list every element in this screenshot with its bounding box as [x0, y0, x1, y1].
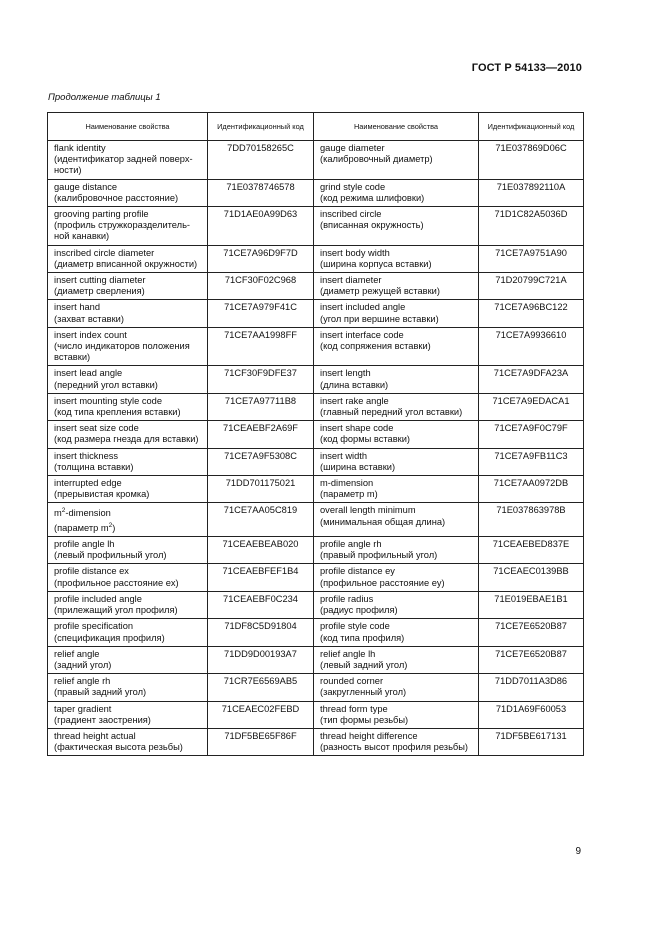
- property-name-cell: [48, 701, 208, 728]
- property-name-line: thread height difference: [320, 730, 418, 741]
- identification-code-cell: 71CE7A9F5308C: [208, 448, 314, 475]
- property-name-line: (число индикаторов положения: [54, 341, 190, 352]
- property-name-cell: [314, 245, 479, 272]
- property-name-line: profile specification: [54, 621, 134, 632]
- property-name-line: relief angle: [54, 648, 100, 659]
- property-name-line: (диаметр режущей вставки): [320, 286, 440, 297]
- identification-code-cell: 71CE7A96BC122: [479, 300, 584, 327]
- property-name-cell: [314, 674, 479, 701]
- identification-code-cell: 71CE7A979F41C: [208, 300, 314, 327]
- property-name-line: (калибровочный диаметр): [320, 154, 433, 165]
- identification-code-cell: 71DD9D00193A7: [208, 646, 314, 673]
- identification-code-cell: 71CE7A97711B8: [208, 393, 314, 420]
- table-row: [48, 393, 584, 420]
- property-name-line: insert mounting style code: [54, 395, 163, 406]
- identification-code-cell: 71E037892110A: [479, 179, 584, 206]
- table-row: [48, 448, 584, 475]
- identification-code-cell: 71CE7A9DFA23A: [479, 366, 584, 393]
- identification-code-cell: 71DF5BE65F86F: [208, 728, 314, 755]
- property-name-line: profile distance ex: [54, 566, 129, 577]
- property-name-cell: [314, 207, 479, 246]
- identification-code-cell: 71CEAEBF0C234: [208, 591, 314, 618]
- column-header-name: Наименование свойства: [314, 113, 479, 141]
- property-name-cell: [48, 393, 208, 420]
- property-name-line: insert lead angle: [54, 368, 123, 379]
- identification-code-cell: 71CE7E6520B87: [479, 619, 584, 646]
- table-row: [48, 701, 584, 728]
- property-name-line: insert index count: [54, 329, 127, 340]
- property-name-line: (радиус профиля): [320, 605, 398, 616]
- identification-code-cell: 71CF30F02C968: [208, 273, 314, 300]
- property-name-line: profile radius: [320, 593, 374, 604]
- table-header-row: [48, 113, 584, 141]
- property-name-line: thread height actual: [54, 730, 136, 741]
- table-row: [48, 503, 584, 537]
- property-name-cell: [48, 141, 208, 180]
- property-name-line: (фактическая высота резьбы): [54, 742, 183, 753]
- property-name-line: (калибровочное расстояние): [54, 192, 179, 203]
- property-name-cell: [314, 701, 479, 728]
- property-name-cell: [48, 327, 208, 366]
- property-name-line: profile included angle: [54, 593, 142, 604]
- property-name-line: profile angle lh: [54, 539, 115, 550]
- property-name-line: (главный передний угол вставки): [320, 407, 463, 418]
- identification-code-cell: 71CE7AA05C819: [208, 503, 314, 537]
- property-name-line: insert thickness: [54, 450, 119, 461]
- property-name-cell: [314, 421, 479, 448]
- property-name-line: relief angle rh: [54, 676, 111, 687]
- property-name-line: (ширина корпуса вставки): [320, 258, 432, 269]
- property-name-line: gauge diameter: [320, 143, 385, 153]
- table-row: [48, 591, 584, 618]
- property-name-cell: [314, 728, 479, 755]
- identification-code-cell: 71CEAEC0139BB: [479, 564, 584, 591]
- property-name-line: $m^2$-dimension: [54, 507, 111, 519]
- property-name-line: insert hand: [54, 302, 100, 313]
- property-name-line: (спецификация профиля): [54, 632, 165, 643]
- property-name-cell: [314, 273, 479, 300]
- identification-code-cell: 71CE7A9EDACA1: [479, 393, 584, 420]
- property-name-line: (левый профильный угол): [54, 550, 167, 561]
- identification-code-cell: 71E037863978B: [479, 503, 584, 537]
- property-name-line: ной канавки): [54, 231, 110, 242]
- property-name-line: flank identity: [54, 143, 106, 153]
- property-name-line: (код типа крепления вставки): [54, 407, 181, 418]
- property-name-line: (задний угол): [54, 659, 112, 670]
- property-name-line: (разность высот профиля резьбы): [320, 742, 469, 753]
- property-name-cell: [314, 619, 479, 646]
- property-name-line: grooving parting profile: [54, 209, 149, 220]
- page-number: 9: [575, 846, 581, 857]
- standard-number: ГОСТ Р 54133—2010: [471, 62, 582, 74]
- property-name-line: insert cutting diameter: [54, 275, 146, 286]
- identification-code-cell: 71CE7AA0972DB: [479, 476, 584, 503]
- property-name-cell: [48, 421, 208, 448]
- property-name-line: insert diameter: [320, 275, 382, 286]
- identification-code-cell: 71CE7A9936610: [479, 327, 584, 366]
- property-name-cell: [48, 245, 208, 272]
- property-name-cell: [314, 327, 479, 366]
- property-name-line: m-dimension: [320, 478, 374, 489]
- property-name-line: relief angle lh: [320, 648, 376, 659]
- property-name-line: (угол при вершине вставки): [320, 313, 439, 324]
- property-name-line: insert width: [320, 450, 368, 461]
- property-name-cell: [48, 476, 208, 503]
- property-name-line: grind style code: [320, 181, 386, 192]
- table-row: [48, 564, 584, 591]
- property-name-line: thread form type: [320, 703, 388, 714]
- column-header-id: Идентификационный код: [479, 113, 584, 141]
- property-name-line: (прерывистая кромка): [54, 489, 150, 500]
- table-row: [48, 327, 584, 366]
- property-name-line: insert body width: [320, 247, 390, 258]
- identification-code-cell: 71DD7011A3D86: [479, 674, 584, 701]
- property-name-line: inscribed circle: [320, 209, 382, 220]
- property-name-line: (прилежащий угол профиля): [54, 605, 178, 616]
- property-name-line: insert length: [320, 368, 371, 379]
- property-name-line: insert interface code: [320, 329, 404, 340]
- table-row: [48, 179, 584, 206]
- table-row: [48, 245, 584, 272]
- property-name-cell: [314, 564, 479, 591]
- property-name-line: (код сопряжения вставки): [320, 341, 431, 352]
- property-name-line: ности): [54, 165, 82, 176]
- identification-code-cell: 71CEAEBF2A69F: [208, 421, 314, 448]
- property-name-line: (длина вставки): [320, 379, 389, 390]
- property-name-line: insert shape code: [320, 423, 394, 434]
- identification-code-cell: 71CE7A96D9F7D: [208, 245, 314, 272]
- property-name-cell: [48, 564, 208, 591]
- property-name-line: (вписанная окружность): [320, 220, 424, 231]
- identification-code-cell: 71DD701175021: [208, 476, 314, 503]
- property-name-line: (правый профильный угол): [320, 550, 438, 561]
- property-name-line: (передний угол вставки): [54, 379, 158, 390]
- property-name-cell: [48, 503, 208, 537]
- column-header-id: Идентификационный код: [208, 113, 314, 141]
- identification-code-cell: 71CF30F9DFE37: [208, 366, 314, 393]
- identification-code-cell: 71D1C82A5036D: [479, 207, 584, 246]
- property-name-line: (толщина вставки): [54, 461, 134, 472]
- property-name-line: (идентификатор задней поверх-: [54, 154, 193, 165]
- identification-code-cell: 71CE7A9751A90: [479, 245, 584, 272]
- identification-code-cell: 71CE7AA1998FF: [208, 327, 314, 366]
- property-name-line: вставки): [54, 352, 91, 363]
- identification-code-cell: 71E019EBAE1B1: [479, 591, 584, 618]
- column-header-name: Наименование свойства: [48, 113, 208, 141]
- property-name-line: (минимальная общая длина): [320, 516, 446, 527]
- property-name-cell: [314, 537, 479, 564]
- property-name-cell: [48, 300, 208, 327]
- table-caption: Продолжение таблицы 1: [48, 92, 161, 103]
- property-name-line: (параметр $m^2$): [54, 521, 116, 533]
- property-name-cell: [314, 141, 479, 180]
- property-name-line: (тип формы резьбы): [320, 714, 409, 725]
- identification-code-cell: 71DF8C5D91804: [208, 619, 314, 646]
- property-name-cell: [48, 448, 208, 475]
- property-name-line: (правый задний угол): [54, 687, 147, 698]
- identification-code-cell: 71CEAEC02FEBD: [208, 701, 314, 728]
- property-name-line: gauge distance: [54, 181, 118, 192]
- property-name-line: taper gradient: [54, 703, 112, 714]
- property-name-cell: [314, 300, 479, 327]
- table-row: [48, 728, 584, 755]
- property-name-line: insert included angle: [320, 302, 406, 313]
- property-name-cell: [48, 366, 208, 393]
- property-name-cell: [48, 674, 208, 701]
- identification-code-cell: 7DD70158265C: [208, 141, 314, 180]
- property-name-line: (код размера гнезда для вставки): [54, 434, 199, 445]
- property-name-line: (профильное расстояние ex): [54, 577, 179, 588]
- table-row: [48, 421, 584, 448]
- property-name-cell: [314, 448, 479, 475]
- property-name-line: (левый задний угол): [320, 659, 408, 670]
- property-name-cell: [48, 591, 208, 618]
- identification-code-cell: 71DF5BE617131: [479, 728, 584, 755]
- table-row: [48, 366, 584, 393]
- property-name-cell: [314, 591, 479, 618]
- identification-code-cell: 71CE7E6520B87: [479, 646, 584, 673]
- property-name-cell: [48, 619, 208, 646]
- property-name-line: profile distance ey: [320, 566, 395, 577]
- property-name-line: overall length minimum: [320, 505, 416, 516]
- property-name-cell: [48, 646, 208, 673]
- property-name-line: (диаметр сверления): [54, 286, 145, 297]
- properties-table: [47, 112, 584, 756]
- property-name-line: (градиент заострения): [54, 714, 151, 725]
- identification-code-cell: 71E037869D06C: [479, 141, 584, 180]
- identification-code-cell: 71CEAEBED837E: [479, 537, 584, 564]
- property-name-cell: [314, 393, 479, 420]
- property-name-line: (закругленный угол): [320, 687, 407, 698]
- property-name-cell: [48, 207, 208, 246]
- property-name-line: (параметр m): [320, 489, 378, 500]
- identification-code-cell: 71D20799C721A: [479, 273, 584, 300]
- property-name-cell: [314, 366, 479, 393]
- table-row: [48, 273, 584, 300]
- property-name-line: inscribed circle diameter: [54, 247, 155, 258]
- identification-code-cell: 71D1AE0A99D63: [208, 207, 314, 246]
- table-row: [48, 476, 584, 503]
- property-name-line: profile style code: [320, 621, 390, 632]
- property-name-cell: [314, 476, 479, 503]
- identification-code-cell: 71CEAEBFEF1B4: [208, 564, 314, 591]
- identification-code-cell: 71E0378746578: [208, 179, 314, 206]
- property-name-line: (код режима шлифовки): [320, 192, 425, 203]
- property-name-line: (код формы вставки): [320, 434, 410, 445]
- property-name-cell: [314, 503, 479, 537]
- property-name-line: (профильное расстояние ey): [320, 577, 445, 588]
- identification-code-cell: 71D1A69F60053: [479, 701, 584, 728]
- identification-code-cell: 71CR7E6569AB5: [208, 674, 314, 701]
- property-name-line: (захват вставки): [54, 313, 124, 324]
- table-row: [48, 207, 584, 246]
- property-name-cell: [48, 537, 208, 564]
- table-row: [48, 300, 584, 327]
- identification-code-cell: 71CE7A9F0C79F: [479, 421, 584, 448]
- table-row: [48, 646, 584, 673]
- property-name-line: insert seat size code: [54, 423, 139, 434]
- table-row: [48, 619, 584, 646]
- table-body: [48, 141, 584, 756]
- property-name-line: (профиль стружкоразделитель-: [54, 220, 191, 231]
- property-name-line: (код типа профиля): [320, 632, 405, 643]
- property-name-line: rounded corner: [320, 676, 384, 687]
- property-name-line: (ширина вставки): [320, 461, 396, 472]
- property-name-line: profile angle rh: [320, 539, 382, 550]
- table-row: [48, 141, 584, 180]
- identification-code-cell: 71CEAEBEAB020: [208, 537, 314, 564]
- property-name-cell: [48, 273, 208, 300]
- property-name-cell: [48, 179, 208, 206]
- property-name-cell: [314, 646, 479, 673]
- identification-code-cell: 71CE7A9FB11C3: [479, 448, 584, 475]
- property-name-line: interrupted edge: [54, 478, 122, 489]
- property-name-line: (диаметр вписанной окружности): [54, 258, 198, 269]
- table-row: [48, 674, 584, 701]
- table-row: [48, 537, 584, 564]
- property-name-line: insert rake angle: [320, 395, 389, 406]
- property-name-cell: [314, 179, 479, 206]
- property-name-cell: [48, 728, 208, 755]
